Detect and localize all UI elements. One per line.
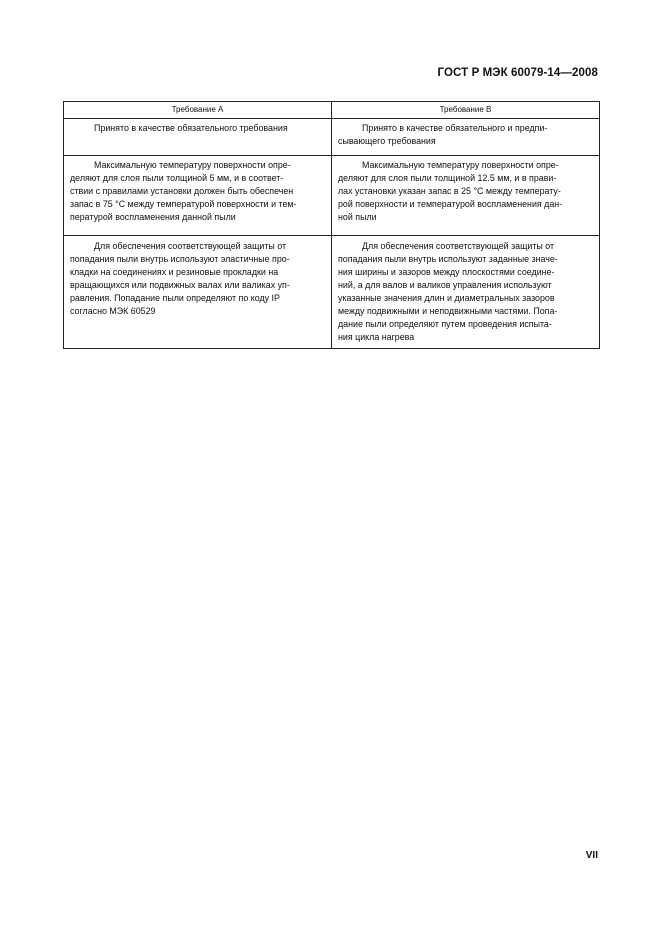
text-line: кладки на соединениях и резиновые прокладки на bbox=[70, 267, 279, 277]
text-line: деляют для слоя пыли толщиной 12.5 мм, и в прави- bbox=[338, 173, 557, 183]
requirement-b-cell bbox=[332, 236, 600, 349]
requirement-b-cell bbox=[332, 119, 600, 156]
text-line: ния ширины и зазоров между плоскостями соедине- bbox=[338, 267, 555, 277]
column-header-b: Требование В bbox=[332, 102, 600, 119]
text-line: лах установки указан запас в 25 °С между температу- bbox=[338, 186, 561, 196]
requirements-table bbox=[63, 101, 600, 349]
text-line: Максимальную температуру поверхности опре- bbox=[94, 160, 291, 170]
text-line: Для обеспечения соответствующей защиты от bbox=[94, 241, 287, 251]
text-line: сывающего требования bbox=[338, 136, 436, 146]
text-line: ной пыли bbox=[338, 212, 377, 222]
text-line: ствии с правилами установки должен быть обеспечен bbox=[70, 186, 294, 196]
text-line: Принято в качестве обязательного и предпи- bbox=[362, 123, 548, 133]
table-row bbox=[64, 156, 600, 236]
text-line: согласно МЭК 60529 bbox=[70, 306, 156, 316]
requirement-a-cell bbox=[64, 156, 332, 236]
text-line: Принято в качестве обязательного требования bbox=[94, 123, 288, 133]
text-line: Максимальную температуру поверхности опре- bbox=[362, 160, 559, 170]
text-line: дание пыли определяют путем проведения испыта- bbox=[338, 319, 552, 329]
requirement-a-cell bbox=[64, 119, 332, 156]
text-line: между подвижными и неподвижными частями. Попа- bbox=[338, 306, 558, 316]
text-line: деляют для слоя пыли толщиной 5 мм, и в соответ- bbox=[70, 173, 284, 183]
text-line: ний, а для валов и валиков управления используют bbox=[338, 280, 552, 290]
text-line: ния цикла нагрева bbox=[338, 332, 415, 342]
requirement-b-cell bbox=[332, 156, 600, 236]
requirement-a-cell bbox=[64, 236, 332, 349]
text-line: попадания пыли внутрь используют заданные значе- bbox=[338, 254, 558, 264]
text-line: Для обеспечения соответствующей защиты от bbox=[362, 241, 555, 251]
text-line: пературой воспламенения данной пыли bbox=[70, 212, 236, 222]
text-line: равления. Попадание пыли определяют по коду IP bbox=[70, 293, 280, 303]
page-number: VII bbox=[585, 850, 598, 861]
text-line: попадания пыли внутрь используют эластичные про- bbox=[70, 254, 290, 264]
table-row bbox=[64, 236, 600, 349]
text-line: запас в 75 °С между температурой поверхности и тем- bbox=[70, 199, 297, 209]
text-line: указанные значения длин и диаметральных зазоров bbox=[338, 293, 555, 303]
table-header-row bbox=[64, 102, 600, 119]
table-row bbox=[64, 119, 600, 156]
text-line: рой поверхности и температурой воспламенения дан- bbox=[338, 199, 563, 209]
text-line: вращающихся или подвижных валах или валиках уп- bbox=[70, 280, 290, 290]
document-code: ГОСТ Р МЭК 60079-14—2008 bbox=[437, 67, 598, 79]
column-header-a: Требование А bbox=[64, 102, 332, 119]
